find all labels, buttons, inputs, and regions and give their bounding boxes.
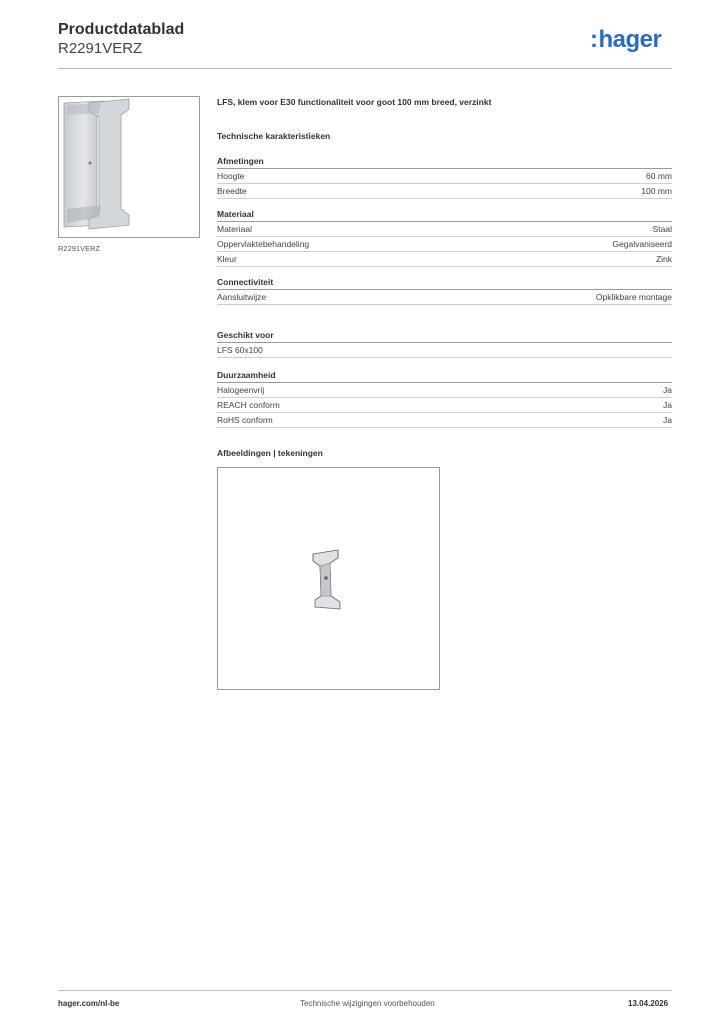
product-description: LFS, klem voor E30 functionaliteit voor goot 100 mm breed, verzinkt [217,97,492,107]
spec-value: 100 mm [641,186,672,196]
thumbnail-caption: R2291VERZ [58,244,101,253]
spec-value: Opklikbare montage [595,292,672,302]
spec-label: LFS 60x100 [217,345,263,355]
spec-label: Oppervlaktebehandeling [217,239,310,249]
hager-logo [590,26,661,54]
spec-value: Zink [655,254,672,264]
product-thumbnail [58,96,200,238]
section-connectiviteit [217,276,672,305]
section-heading: Duurzaamheid [217,369,672,383]
section-duurzaamheid [217,369,672,428]
spec-value: Ja [663,385,672,395]
footer-notice: Technische wijzigingen voorbehouden [300,999,435,1008]
spec-label: Aansluitwijze [217,292,267,302]
spec-row [217,169,672,184]
header-divider [58,68,672,69]
section-heading: Geschikt voor [217,329,672,343]
section-geschikt-voor [217,329,672,358]
footer-divider [58,990,672,991]
spec-value: Staal [652,224,672,234]
spec-label: Materiaal [217,224,252,234]
page-title: Productdatablad [58,21,185,38]
clamp-drawing-image [218,468,439,689]
section-materiaal [217,208,672,267]
spec-row [217,222,672,237]
spec-value: Gegalvaniseerd [612,239,672,249]
spec-row [217,343,672,358]
spec-value: Ja [663,415,672,425]
spec-row [217,184,672,199]
section-afmetingen [217,155,672,199]
technical-characteristics-heading: Technische karakteristieken [217,131,331,141]
spec-label: RoHS conform [217,415,273,425]
spec-label: Halogeenvrij [217,385,265,395]
spec-row [217,237,672,252]
product-code: R2291VERZ [58,40,143,57]
spec-value: 60 mm [646,171,672,181]
section-heading: Materiaal [217,208,672,222]
spec-label: Breedte [217,186,247,196]
spec-label: Kleur [217,254,237,264]
spec-row [217,413,672,428]
logo-text: hager [598,26,662,53]
images-heading: Afbeeldingen | tekeningen [217,448,323,458]
footer-date: 13.04.2026 [628,999,669,1008]
section-heading: Connectiviteit [217,276,672,290]
spec-value: Ja [663,400,672,410]
drawing-image-box [217,467,440,690]
section-heading: Afmetingen [217,155,672,169]
spec-row [217,252,672,267]
spec-row [217,290,672,305]
spec-row [217,398,672,413]
logo-colon: : [590,26,598,53]
spec-row [217,383,672,398]
spec-label: Hoogte [217,171,245,181]
footer-website-link[interactable]: hager.com/nl-be [58,999,120,1008]
clamp-photo-image [59,97,199,237]
spec-label: REACH conform [217,400,280,410]
